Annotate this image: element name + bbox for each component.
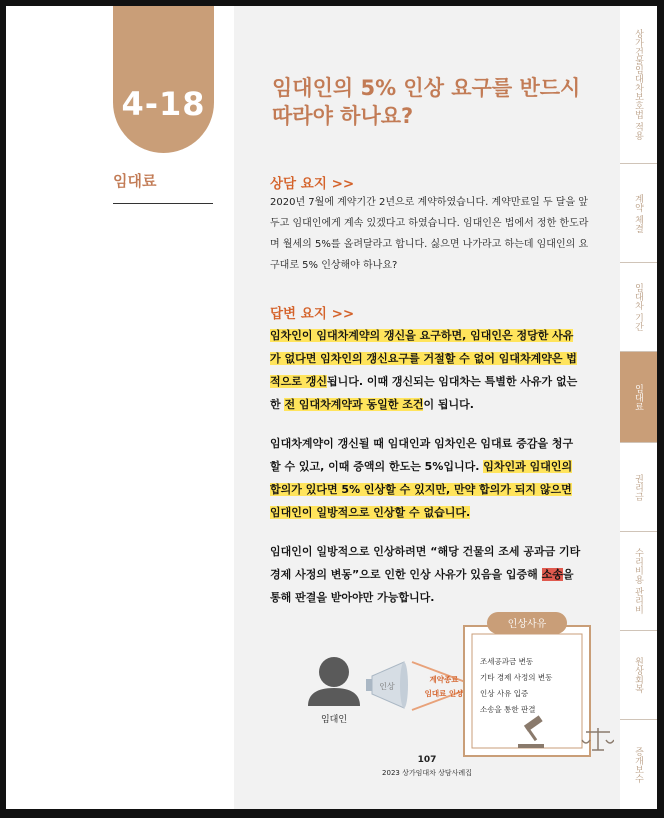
consult-heading: 상담 요지 >> <box>270 176 355 192</box>
board-item: 조세공과금 변동 <box>480 657 534 666</box>
chapter-tabs <box>620 6 657 809</box>
highlighted-text: 임차인과 임대인의 <box>483 460 573 473</box>
tab-label: 원상회복 <box>633 657 643 693</box>
tab-contract[interactable] <box>620 164 657 263</box>
left-column <box>6 6 234 809</box>
consult-line: 구대로 5% 인상해야 하나요? <box>270 260 398 271</box>
section-number: 4-18 <box>121 84 206 123</box>
answer-text: 통해 판결을 받아야만 가능합니다. <box>270 591 435 604</box>
highlighted-text: 임차인이 임대차계약의 갱신을 요구하면, 임대인은 정당한 사유 <box>270 329 574 342</box>
highlighted-text: 전 임대차계약과 동일한 조건 <box>284 398 424 411</box>
consult-line: 2020년 7월에 계약기간 2년으로 계약하였습니다. 계약만료일 두 달을 앞 <box>270 197 588 208</box>
tab-label: 계약 체결 <box>633 193 643 233</box>
title-line-1: 임대인의 5% 인상 요구를 반드시 <box>272 76 581 100</box>
category-divider <box>113 203 213 204</box>
speech-line-1: 계약종료 <box>429 675 459 684</box>
tab-restoration[interactable] <box>620 631 657 720</box>
book-page <box>6 6 657 809</box>
person-label: 임대인 <box>320 715 348 725</box>
speech-line-2: 임대료 인상 <box>424 689 464 698</box>
megaphone-label: 인상 <box>379 682 395 691</box>
tab-label: 증개보수 <box>633 746 643 783</box>
reasons-board <box>464 612 590 756</box>
tab-rent[interactable] <box>620 352 657 443</box>
page-number: 107 <box>417 755 437 765</box>
board-item: 인상 사유 입증 <box>480 689 529 698</box>
category-label: 임대료 <box>113 172 157 190</box>
tab-label: 임대차 기간 <box>633 283 643 331</box>
title-line-2: 따라야 하나요? <box>272 104 414 128</box>
answer-heading: 답변 요지 >> <box>270 306 355 322</box>
red-highlighted-text: 소송 <box>541 568 563 581</box>
tab-lease-law[interactable] <box>620 6 657 164</box>
book-title: 2023 상가임대차 상담사례집 <box>382 769 472 777</box>
answer-paragraph-3 <box>270 540 592 609</box>
highlighted-text: 임대인이 일방적으로 인상할 수 없습니다. <box>270 506 471 519</box>
answer-text: 한 <box>270 398 285 411</box>
tab-brokerage[interactable] <box>620 720 657 809</box>
tab-label: 권리금 <box>633 473 643 501</box>
consult-line: 며 월세의 5%를 올려달라고 합니다. 싫으면 나가라고 하는데 임대인의 요 <box>270 239 589 250</box>
highlighted-text: 가 없다면 임차인의 갱신요구를 거절할 수 없어 임대차계약은 법 <box>270 352 577 365</box>
highlighted-text: 적으로 갱신 <box>270 375 327 388</box>
tab-label: 임대료 <box>633 383 643 411</box>
answer-text: 임대차계약이 갱신될 때 임대인과 임차인은 임대료 증감을 청구 <box>270 437 574 450</box>
tab-repair-management[interactable] <box>620 532 657 631</box>
answer-text: 을 <box>562 568 574 581</box>
board-item: 기타 경제 사정의 변동 <box>480 673 553 682</box>
board-title: 인상사유 <box>507 619 547 630</box>
board-item: 소송을 통한 판결 <box>480 705 536 714</box>
answer-text: 할 수 있고, 이때 증액의 한도는 5%입니다. <box>270 460 484 473</box>
consult-text <box>270 192 590 276</box>
highlighted-text: 합의가 있다면 5% 인상할 수 있지만, 만약 합의가 되지 않으면 <box>270 483 572 496</box>
answer-paragraph-1 <box>270 324 592 416</box>
tab-label: 수리비용 관리비 <box>633 548 643 614</box>
consult-line: 두고 임대인에게 계속 있겠다고 하였습니다. 임대인은 법에서 정한 한도라 <box>270 218 589 229</box>
answer-text: 경제 사정의 변동”으로 인한 인상 사유가 있음을 입증해 <box>270 568 542 581</box>
tab-label: 상가건물임대차보호법 적용 <box>633 29 643 140</box>
section-number-badge <box>113 6 214 153</box>
answer-paragraph-2 <box>270 432 592 524</box>
answer-text: 임대인이 일방적으로 인상하려면 “해당 건물의 조세 공과금 기타 <box>270 545 581 558</box>
rent-increase-illustration <box>294 610 614 760</box>
answer-text: 됩니다. 이때 갱신되는 임대차는 특별한 사유가 없는 <box>326 375 578 388</box>
main-content <box>234 6 620 809</box>
tab-lease-period[interactable] <box>620 263 657 352</box>
tab-premium[interactable] <box>620 443 657 532</box>
answer-text: 이 됩니다. <box>423 398 474 411</box>
landlord-person-icon <box>308 657 360 706</box>
page-title <box>272 74 602 130</box>
